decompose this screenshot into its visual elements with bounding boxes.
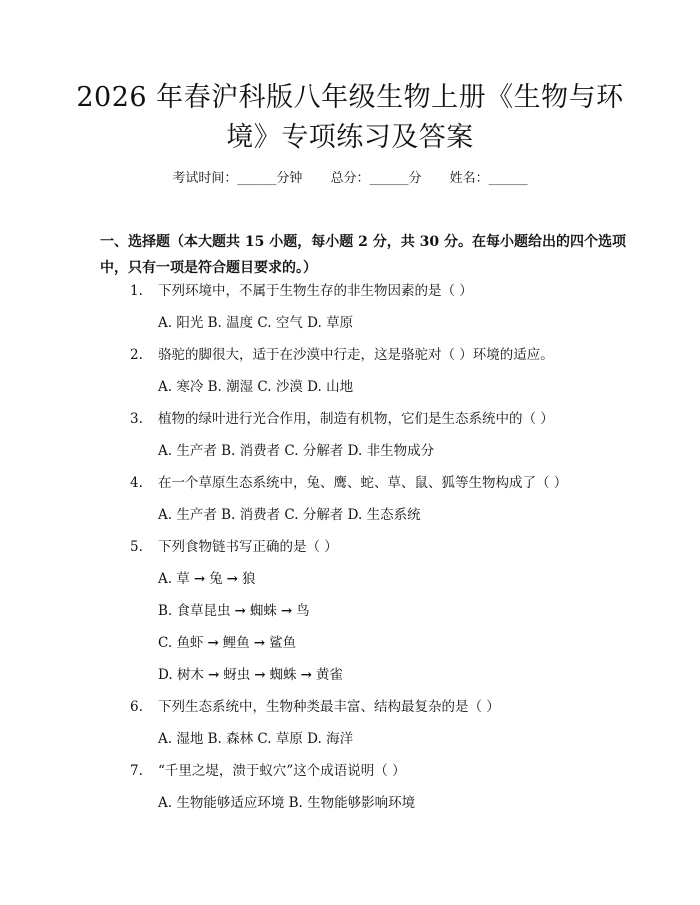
arrow-icon: → <box>226 571 238 587</box>
question-4-options: A. 生产者 B. 消费者 C. 分解者 D. 生态系统 <box>158 507 421 523</box>
chain-item: 草 <box>176 571 190 587</box>
question-number: 3. <box>130 411 143 427</box>
exam-meta <box>0 170 700 188</box>
option-letter: D. <box>158 667 173 683</box>
option-letter: B. <box>158 603 173 619</box>
question-text: 下列生态系统中，生物种类最丰富、结构最复杂的是（ ） <box>158 699 500 715</box>
chain-item: 鱼虾 <box>176 635 204 651</box>
question-7-options: A. 生物能够适应环境 B. 生物能够影响环境 <box>158 795 416 811</box>
chain-item: 蚜虫 <box>223 667 251 683</box>
arrow-icon: → <box>234 603 246 619</box>
question-number: 7. <box>130 763 143 779</box>
arrow-icon: → <box>254 667 266 683</box>
option-letter: C. <box>158 635 173 651</box>
question-text: 下列环境中，不属于生物生存的非生物因素的是（ ） <box>158 283 473 299</box>
arrow-icon: → <box>207 667 220 683</box>
question-5-option-a <box>158 569 618 589</box>
question-text: 植物的绿叶进行光合作用，制造有机物，它们是生态系统中的（ ） <box>158 411 554 427</box>
question-5-option-b <box>158 601 618 621</box>
question-3-options: A. 生产者 B. 消费者 C. 分解者 D. 非生物成分 <box>158 443 435 459</box>
question-6-options: A. 湿地 B. 森林 C. 草原 D. 海洋 <box>158 731 354 747</box>
title-line-1: 2026 年春沪科版八年级生物上册《生物与环 <box>76 82 624 113</box>
chain-item: 鲨鱼 <box>269 635 297 651</box>
chain-item: 鲤鱼 <box>222 635 250 651</box>
question-5-option-c <box>158 633 618 653</box>
section-header-choice: 一、选择题（本大题共 15 小题，每小题 2 分，共 30 分。在每小题给出的四个选项中，只有一项是符合题目要求的。） <box>100 234 626 276</box>
question-4 <box>130 473 610 493</box>
question-number: 6. <box>130 699 143 715</box>
question-5-option-d <box>158 665 618 685</box>
chain-item: 蜘蛛 <box>249 603 277 619</box>
question-3 <box>130 409 610 429</box>
question-text: 在一个草原生态系统中，兔、鹰、蛇、草、鼠、狐等生物构成了（ ） <box>158 475 568 491</box>
chain-item: 树木 <box>176 667 204 683</box>
question-5 <box>130 537 610 557</box>
title-line-2: 境》专项练习及答案 <box>226 122 474 153</box>
question-1-options: A. 阳光 B. 温度 C. 空气 D. 草原 <box>158 315 354 331</box>
question-2-options: A. 寒冷 B. 潮湿 C. 沙漠 D. 山地 <box>158 379 354 395</box>
name-field: 姓名：______ <box>449 171 528 186</box>
question-text: “千里之堤，溃于蚁穴”这个成语说明（ ） <box>158 763 406 779</box>
option-letter: A. <box>158 571 173 587</box>
question-text: 下列食物链书写正确的是（ ） <box>158 539 338 555</box>
question-1 <box>130 281 610 301</box>
question-number: 5. <box>130 539 143 555</box>
chain-item: 鸟 <box>296 603 310 619</box>
question-6 <box>130 697 610 717</box>
arrow-icon: → <box>193 571 206 587</box>
total-score-field: 总分：______分 <box>330 171 422 186</box>
chain-item: 狼 <box>241 571 256 587</box>
question-number: 1. <box>130 283 143 299</box>
question-7 <box>130 761 610 781</box>
document-title <box>60 78 640 158</box>
question-number: 4. <box>130 475 143 491</box>
question-number: 2. <box>130 347 143 363</box>
chain-item: 黄雀 <box>315 667 343 683</box>
question-text: 骆驼的脚很大，适于在沙漠中行走，这是骆驼对（ ）环境的适应。 <box>158 347 554 363</box>
arrow-icon: → <box>207 635 219 651</box>
exam-time-field: 考试时间：______分钟 <box>172 171 303 186</box>
question-2 <box>130 345 610 365</box>
arrow-icon: → <box>280 603 293 619</box>
arrow-icon: → <box>253 635 266 651</box>
chain-item: 蜘蛛 <box>269 667 297 683</box>
arrow-icon: → <box>300 667 312 683</box>
chain-item: 兔 <box>209 571 223 587</box>
chain-item: 食草昆虫 <box>176 603 231 619</box>
